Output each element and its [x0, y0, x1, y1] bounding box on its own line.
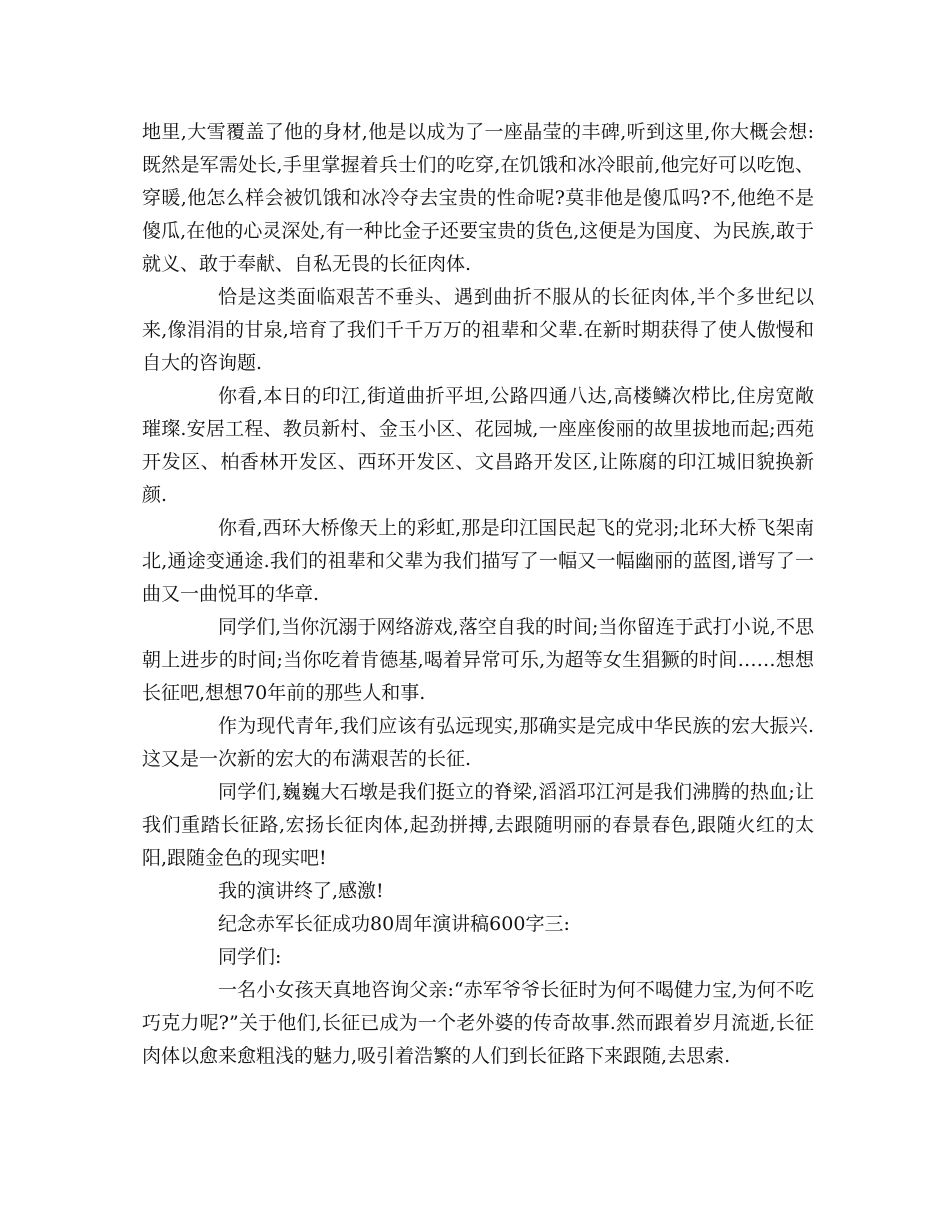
paragraph: 作为现代青年,我们应该有弘远现实,那确实是完成中华民族的宏大振兴.这又是一次新的宏大的布满艰苦的长征.	[142, 715, 814, 770]
section-heading: 纪念赤军长征成功80周年演讲稿600字三:	[218, 913, 570, 935]
paragraph: 你看,本日的印江,街道曲折平坦,公路四通八达,高楼鳞次栉比,住房宽敞璀璨.安居工程、教员新村、金玉小区、花园城,一座座俊丽的故里拔地而起;西苑开发区、柏香林开发区、西环开发区、文昌路开发区,让陈腐的印江城旧貌换新颜.	[142, 385, 814, 506]
paragraph-continuation: 地里,大雪覆盖了他的身材,他是以成为了一座晶莹的丰碑,听到这里,你大概会想:既然是军需处长,手里掌握着兵士们的吃穿,在饥饿和冰冷眼前,他完好可以吃饱、穿暖,他怎么样会被饥饿和冰冷夺去宝贵的性命呢?莫非他是傻瓜吗?不,他绝不是傻瓜,在他的心灵深处,有一种比金子还要宝贵的货色,这便是为国度、为民族,敢于就义、敢于奉献、自私无畏的长征肉体.	[142, 121, 814, 275]
paragraph: 同学们,当你沉溺于网络游戏,落空自我的时间;当你留连于武打小说,不思朝上进步的时间;当你吃着肯德基,喝着异常可乐,为超等女生猖獗的时间……想想长征吧,想想70年前的那些人和事.	[142, 616, 814, 704]
document-page	[142, 116, 814, 1073]
closing-line: 我的演讲终了,感激!	[218, 880, 384, 902]
paragraph: 恰是这类面临艰苦不垂头、遇到曲折不服从的长征肉体,半个多世纪以来,像涓涓的甘泉,培育了我们千千万万的祖辈和父辈.在新时期获得了使人傲慢和自大的咨询题.	[142, 286, 814, 374]
salutation: 同学们:	[218, 946, 282, 968]
paragraph: 同学们,巍巍大石墩是我们挺立的脊梁,滔滔邛江河是我们沸腾的热血;让我们重踏长征路,宏扬长征肉体,起劲拼搏,去跟随明丽的春景春色,跟随火红的太阳,跟随金色的现实吧!	[142, 781, 814, 869]
paragraph: 你看,西环大桥像天上的彩虹,那是印江国民起飞的党羽;北环大桥飞架南北,通途变通途.我们的祖辈和父辈为我们描写了一幅又一幅幽丽的蓝图,谱写了一曲又一曲悦耳的华章.	[142, 517, 814, 605]
paragraph: 一名小女孩天真地咨询父亲:“赤军爷爷长征时为何不喝健力宝,为何不吃巧克力呢?”关于他们,长征已成为一个老外婆的传奇故事.然而跟着岁月流逝,长征肉体以愈来愈粗浅的魅力,吸引着浩繁的人们到长征路下来跟随,去思索.	[142, 979, 814, 1067]
